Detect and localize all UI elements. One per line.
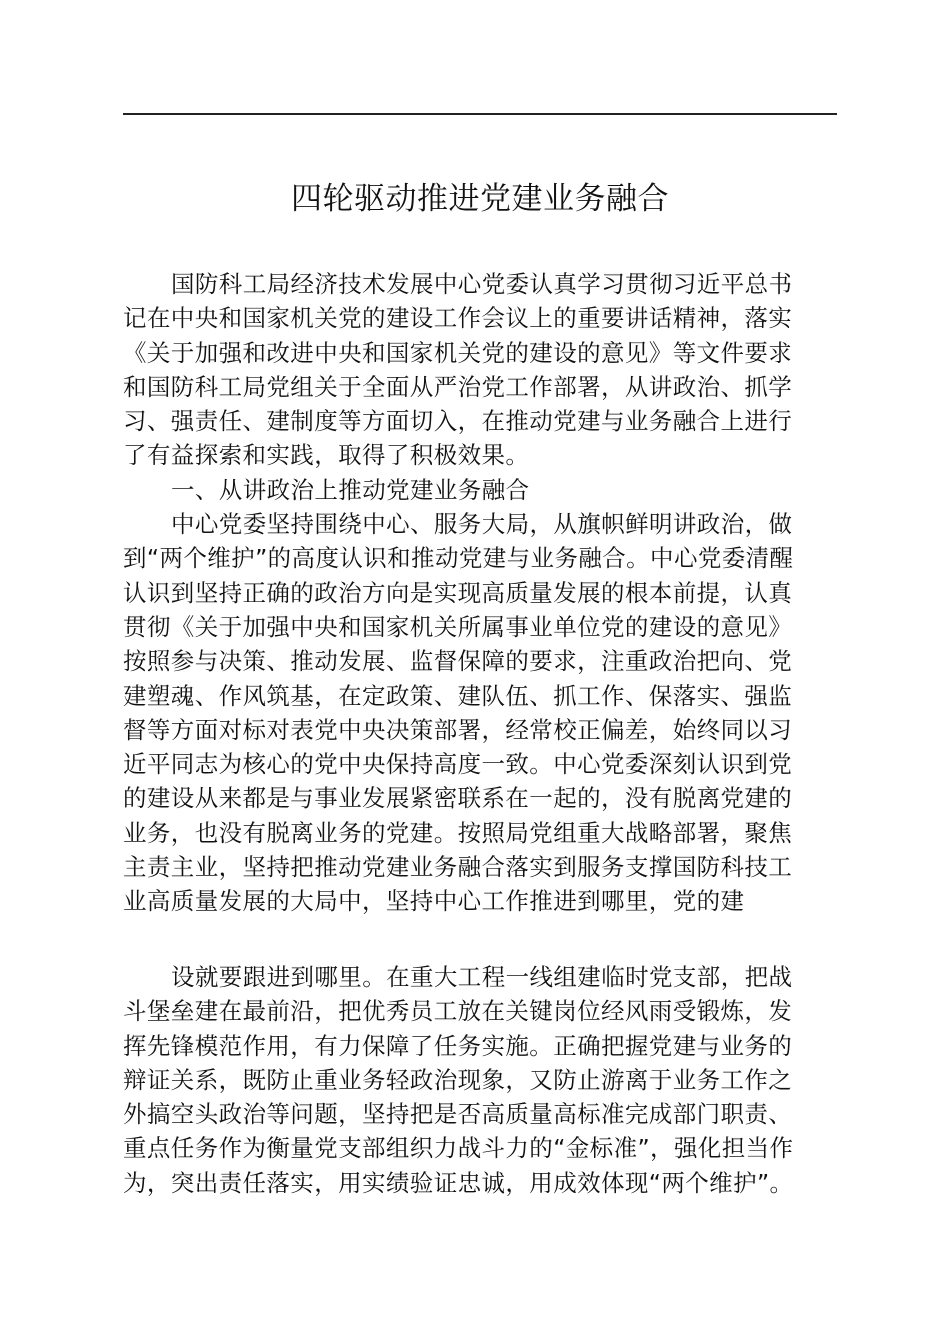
paragraph-1-line: 《关于加强和改进中央和国家机关党的建设的意见》等文件要求	[123, 338, 793, 367]
paragraph-2-line: 业高质量发展的大局中，坚持中心工作推进到哪里，党的建	[123, 887, 745, 916]
paragraph-2-line: 的建设从来都是与事业发展紧密联系在一起的，没有脱离党建的	[123, 784, 793, 813]
paragraph-2-line: 近平同志为核心的党中央保持高度一致。中心党委深刻认识到党	[123, 750, 793, 779]
paragraph-2-line: 贯彻《关于加强中央和国家机关所属事业单位党的建设的意见》	[123, 612, 793, 641]
paragraph-3-line: 斗堡垒建在最前沿，把优秀员工放在关键岗位经风雨受锻炼，发	[123, 997, 793, 1026]
paragraph-3-line: 重点任务作为衡量党支部组织力战斗力的“金标准”，强化担当作	[123, 1134, 794, 1163]
paragraph-1-line: 国防科工局经济技术发展中心党委认真学习贯彻习近平总书	[171, 270, 793, 298]
document-title: 四轮驱动推进党建业务融合	[291, 181, 669, 217]
paragraph-2-line: 到“两个维护”的高度认识和推动党建与业务融合。中心党委清醒	[123, 544, 794, 573]
paragraph-3-line: 为，突出责任落实，用实绩验证忠诚，用成效体现“两个维护”。	[123, 1168, 794, 1197]
paragraph-1-line: 了有益探索和实践，取得了积极效果。	[123, 441, 530, 470]
paragraph-3-line: 辩证关系，既防止重业务轻政治现象，又防止游离于业务工作之	[123, 1065, 793, 1094]
paragraph-2-line: 认识到坚持正确的政治方向是实现高质量发展的根本前提，认真	[123, 578, 793, 607]
section-heading: 一、从讲政治上推动党建业务融合	[171, 475, 530, 504]
paragraph-3-line: 设就要跟进到哪里。在重大工程一线组建临时党支部，把战	[171, 963, 793, 991]
paragraph-1-line: 和国防科工局党组关于全面从严治党工作部署，从讲政治、抓学	[123, 372, 793, 401]
paragraph-2-line: 按照参与决策、推动发展、监督保障的要求，注重政治把向、党	[123, 647, 793, 676]
paragraph-3-line: 外搞空头政治等问题，坚持把是否高质量高标准完成部门职责、	[123, 1100, 793, 1129]
paragraph-2-line: 中心党委坚持围绕中心、服务大局，从旗帜鲜明讲政治，做	[171, 510, 793, 539]
paragraph-1-line: 记在中央和国家机关党的建设工作会议上的重要讲话精神，落实	[123, 304, 793, 333]
body-text-block-2	[123, 960, 843, 1200]
header-rule	[123, 113, 837, 115]
paragraph-2-line: 主责主业，坚持把推动党建业务融合落实到服务支撑国防科技工	[123, 853, 793, 882]
paragraph-2-line: 建塑魂、作风筑基，在定政策、建队伍、抓工作、保落实、强监	[123, 681, 793, 710]
paragraph-2-line: 业务，也没有脱离业务的党建。按照局党组重大战略部署，聚焦	[123, 818, 793, 847]
paragraph-1-line: 习、强责任、建制度等方面切入，在推动党建与业务融合上进行	[123, 407, 793, 436]
paragraph-3-line: 挥先锋模范作用，有力保障了任务实施。正确把握党建与业务的	[123, 1031, 793, 1060]
body-text-block-1	[123, 267, 843, 919]
paragraph-2-line: 督等方面对标对表党中央决策部署，经常校正偏差，始终同以习	[123, 715, 793, 744]
